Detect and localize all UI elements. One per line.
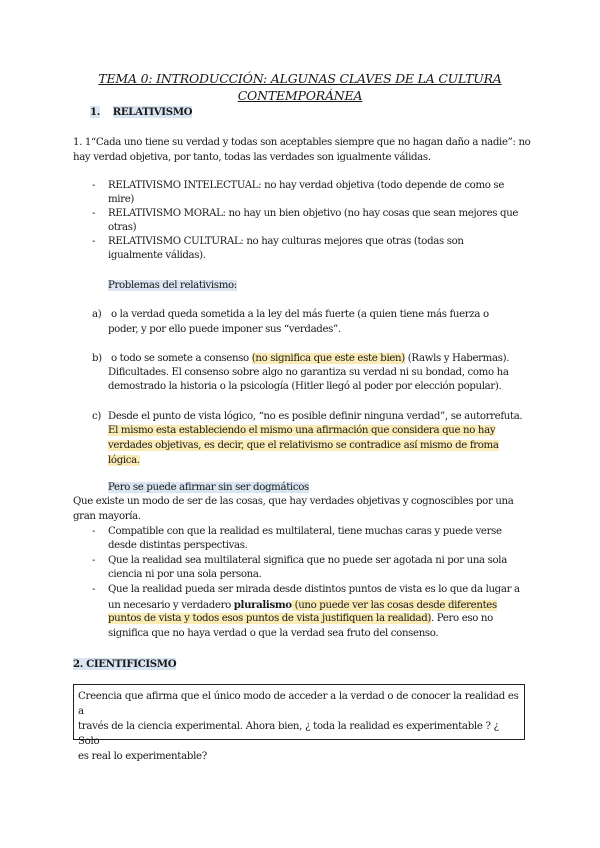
problem-b-highlight: (no significa que este este bien) xyxy=(251,353,405,364)
type-1-line-1: RELATIVISMO INTELECTUAL: no hay verdad objetiva (todo depende de como se xyxy=(108,180,504,191)
problem-b-marker: b) xyxy=(92,353,102,364)
point-3-line-4: significa que no haya verdad o que la verdad sea fruto del consenso. xyxy=(108,628,439,639)
bullet-dash: - xyxy=(92,584,96,595)
intro-line-1: 1. 1“Cada uno tiene su verdad y todas son aceptables siempre que no hagan daño a nadie”: no xyxy=(73,137,531,148)
type-2-line-1: RELATIVISMO MORAL: no hay un bien objetivo (no hay cosas que sean mejores que xyxy=(108,208,519,219)
non-dogmatic-line-2: gran mayoría. xyxy=(73,511,141,522)
point-3-line-1: Que la realidad pueda ser mirada desde distintos puntos de vista es lo que da lugar a xyxy=(108,584,520,595)
definition-line-3: es real lo experimentable? xyxy=(78,751,207,762)
problem-c-hl-line-1 xyxy=(108,424,495,439)
point-1-line-1: Compatible con que la realidad es multilateral, tiene muchas caras y puede verse xyxy=(108,526,502,537)
problem-b-line-1-pre: o todo se somete a consenso xyxy=(111,353,252,364)
non-dogmatic-heading-text: Pero se puede afirmar sin ser dogmáticos xyxy=(108,482,309,493)
problem-c-hl-line-3 xyxy=(108,454,140,469)
point-3-highlight-1: (uno puede ver las cosas desde diferentes xyxy=(291,600,497,611)
point-3-line-2-pre: un necesario y verdadero xyxy=(108,600,234,611)
section2-heading xyxy=(73,657,176,672)
problem-c-highlight-2: verdades objetivas, es decir, que el relativismo se contradice así mismo de froma xyxy=(108,440,499,451)
problem-a-marker: a) xyxy=(92,309,102,320)
problems-heading-text: Problemas del relativismo: xyxy=(108,280,237,291)
title-line-1: TEMA 0: INTRODUCCIÓN: ALGUNAS CLAVES DE LA CULTURA xyxy=(98,71,502,86)
bullet-dash: - xyxy=(92,180,96,191)
definition-line-2: través de la ciencia experimental. Ahora bien, ¿ toda la realidad es experimentable ? ¿ Solo xyxy=(78,721,499,747)
problem-b-line-1 xyxy=(111,352,509,367)
non-dogmatic-line-1: Que existe un modo de ser de las cosas, que hay verdades objetivas y cognoscibles por una xyxy=(73,496,514,507)
section1-number: 1. xyxy=(90,106,100,118)
bullet-dash: - xyxy=(92,236,96,247)
type-2-line-2: otras) xyxy=(108,222,137,233)
problem-c-marker: c) xyxy=(92,411,101,422)
section1-heading xyxy=(90,105,192,120)
definition-line-1: Creencia que afirma que el único modo de acceder a la verdad o de conocer la realidad es a xyxy=(78,691,519,717)
title-line-2: CONTEMPORÁNEA xyxy=(237,88,363,103)
problem-a-line-2: poder, y por ello puede imponer sus “verdades”. xyxy=(108,324,341,335)
problem-a-line-1: o la verdad queda sometida a la ley del más fuerte (a quien tiene más fuerza o xyxy=(111,309,489,320)
problems-heading xyxy=(108,279,237,294)
point-2-line-2: ciencia ni por una sola persona. xyxy=(108,569,262,580)
problem-c-hl-line-2 xyxy=(108,439,499,454)
bullet-dash: - xyxy=(92,208,96,219)
point-1-line-2: desde distintas perspectivas. xyxy=(108,540,248,551)
bullet-dash: - xyxy=(92,526,96,537)
definition-text xyxy=(78,689,522,764)
non-dogmatic-heading xyxy=(108,481,309,496)
type-1-line-2: mire) xyxy=(108,194,135,205)
point-3-line-3-post: . Pero eso no xyxy=(431,613,493,624)
bullet-dash: - xyxy=(92,555,96,566)
type-3-line-1: RELATIVISMO CULTURAL: no hay culturas mejores que otras (todas son xyxy=(108,236,464,247)
point-2-line-1: Que la realidad sea multilateral significa que no puede ser agotada ni por una sola xyxy=(108,555,507,566)
problem-b-line-1-post: (Rawls y Habermas). xyxy=(404,353,510,364)
problem-c-highlight-1: El mismo esta estableciendo el mismo una afirmación que considera que no hay xyxy=(108,425,496,436)
section2-title: 2. CIENTIFICISMO xyxy=(73,658,177,670)
intro-line-2: hay verdad objetiva, por tanto, todas las verdades son igualmente válidas. xyxy=(73,152,431,163)
point-3-line-3 xyxy=(108,612,493,627)
type-3-line-2: igualmente válidas). xyxy=(108,250,206,261)
page-title xyxy=(90,70,510,104)
problem-b-line-2: Dificultades. El consenso sobre algo no garantiza su verdad ni su bondad, como ha xyxy=(108,367,509,378)
problem-b-line-3: demostrado la historia o la psicología (Hitler llegó al poder por elección popular). xyxy=(108,381,502,392)
point-3-highlight-2: puntos de vista y todos esos puntos de vista justifiquen la realidad) xyxy=(108,613,431,624)
problem-c-line-1: Desde el punto de vista lógico, “no es posible definir ninguna verdad”, se autorrefuta. xyxy=(108,411,523,422)
pluralismo-term: pluralismo xyxy=(233,599,292,611)
problem-c-highlight-3: lógica. xyxy=(108,455,140,466)
section1-title: RELATIVISMO xyxy=(112,106,193,118)
